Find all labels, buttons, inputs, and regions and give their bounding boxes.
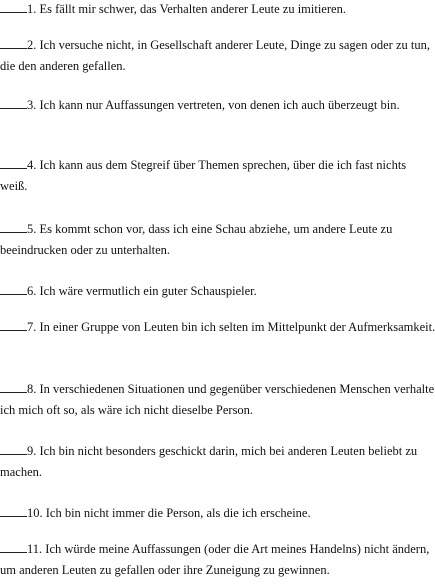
item-text: Ich versuche nicht, in Gesellschaft anderer Leute, Dinge zu sagen oder zu tun, die den anderen gefallen. [0,38,430,73]
answer-blank[interactable] [0,444,27,455]
questionnaire-item [0,539,435,581]
item-number: 6. [27,284,37,298]
item-number: 7. [27,320,37,334]
questionnaire-item [0,317,435,338]
item-text: In verschiedenen Situationen und gegenüber verschiedenen Menschen verhalte ich mich oft so, als wäre ich nicht dieselbe Person. [0,382,435,417]
answer-blank[interactable] [0,98,27,109]
item-text: Ich kann nur Auffassungen vertreten, von denen ich auch überzeugt bin. [39,98,400,112]
answer-blank[interactable] [0,38,27,49]
item-number: 4. [27,158,37,172]
questionnaire-item [0,155,435,197]
questionnaire-item [0,35,435,77]
item-number: 11. [27,542,43,556]
answer-blank[interactable] [0,382,27,393]
questionnaire-item [0,219,435,261]
answer-blank[interactable] [0,158,27,169]
item-number: 3. [27,98,37,112]
item-number: 1. [27,2,37,16]
questionnaire-item [0,281,435,302]
answer-blank[interactable] [0,542,27,553]
questionnaire-item [0,379,435,421]
item-text: Ich bin nicht besonders geschickt darin, mich bei anderen Leuten beliebt zu machen. [0,444,418,479]
item-number: 10. [27,506,43,520]
answer-blank[interactable] [0,2,27,13]
item-number: 9. [27,444,37,458]
item-text: Ich würde meine Auffassungen (oder die Art meines Handelns) nicht ändern, um anderen Leuten zu gefallen oder ihre Zuneigung zu gewinnen. [0,542,430,577]
item-text: Ich wäre vermutlich ein guter Schauspieler. [39,284,257,298]
item-text: Es fällt mir schwer, das Verhalten anderer Leute zu imitieren. [39,2,346,16]
item-number: 2. [27,38,37,52]
answer-blank[interactable] [0,320,27,331]
answer-blank[interactable] [0,284,27,295]
item-text: Ich kann aus dem Stegreif über Themen sprechen, über die ich fast nichts weiß. [0,158,407,193]
questionnaire-item [0,441,435,483]
questionnaire-item [0,95,435,116]
item-text: Es kommt schon vor, dass ich eine Schau abziehe, um andere Leute zu beeindrucken oder zu unterhalten. [0,222,393,257]
item-text: In einer Gruppe von Leuten bin ich selten im Mittelpunkt der Aufmerksamkeit. [39,320,435,334]
item-number: 8. [27,382,37,396]
questionnaire-item [0,0,435,20]
questionnaire-item [0,503,435,524]
answer-blank[interactable] [0,506,27,517]
item-text: Ich bin nicht immer die Person, als die ich erscheine. [45,506,311,520]
item-number: 5. [27,222,37,236]
answer-blank[interactable] [0,222,27,233]
